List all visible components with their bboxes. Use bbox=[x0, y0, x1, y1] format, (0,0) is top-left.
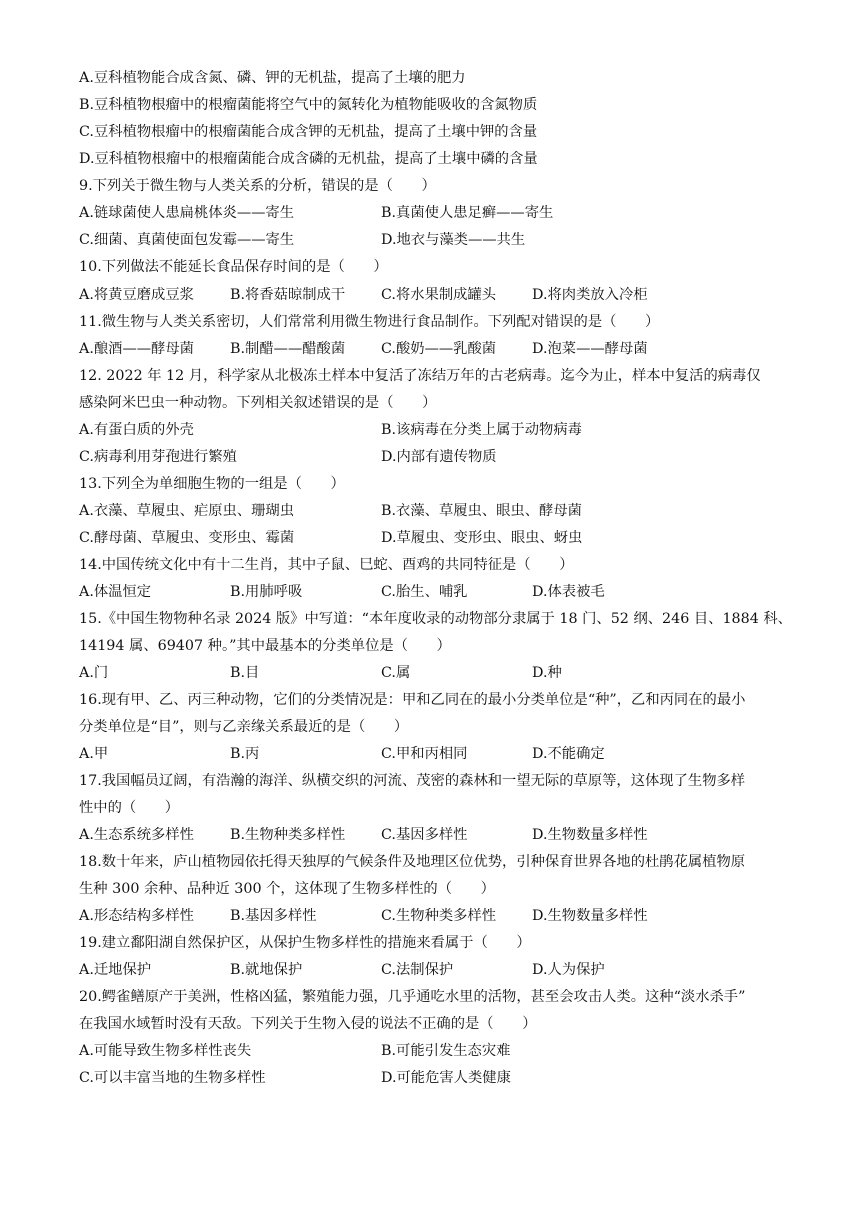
q11-option-d: D.泡菜——酵母菌 bbox=[532, 341, 648, 357]
q17-option-a: A.生态系统多样性 bbox=[79, 827, 194, 843]
q16-option-a: A.甲 bbox=[79, 746, 109, 762]
q8-option-a: A.豆科植物能合成含氮、磷、钾的无机盐，提高了土壤的肥力 bbox=[79, 70, 466, 86]
q14-option-d: D.体表被毛 bbox=[532, 584, 605, 600]
q13-option-b: B.衣藻、草履虫、眼虫、酵母菌 bbox=[381, 503, 582, 519]
q15-stem-line2: 14194 属、69407 种。”其中最基本的分类单位是（ ） bbox=[79, 638, 451, 654]
q18-stem-line2: 生种 300 余种、品种近 300 个，这体现了生物多样性的（ ） bbox=[79, 881, 495, 897]
q9-option-b: B.真菌使人患足癣——寄生 bbox=[381, 205, 554, 221]
q12-stem-line1: 12. 2022 年 12 月，科学家从北极冻土样本中复活了冻结万年的古老病毒。迄今为止，样本中复活的病毒仅 bbox=[79, 368, 761, 384]
q12-option-b: B.该病毒在分类上属于动物病毒 bbox=[381, 422, 582, 438]
q19-option-a: A.迁地保护 bbox=[79, 962, 152, 978]
q18-option-d: D.生物数量多样性 bbox=[532, 908, 648, 924]
q17-stem-line2: 性中的（ ） bbox=[79, 800, 180, 816]
q20-stem-line1: 20.鳄雀鳝原产于美洲，性格凶猛，繁殖能力强，几乎通吃水里的活物，甚至会攻击人类。这种“淡水杀手” bbox=[79, 989, 746, 1005]
q15-option-c: C.属 bbox=[381, 665, 411, 681]
q9-stem: 9.下列关于微生物与人类关系的分析，错误的是（ ） bbox=[79, 178, 436, 194]
q20-stem-line2: 在我国水域暂时没有天敌。下列关于生物入侵的说法不正确的是（ ） bbox=[79, 1016, 537, 1032]
q8-option-d: D.豆科植物根瘤中的根瘤菌能合成含磷的无机盐，提高了土壤中磷的含量 bbox=[79, 151, 538, 167]
q15-option-a: A.门 bbox=[79, 665, 109, 681]
q15-stem-line1: 15.《中国生物物种名录 2024 版》中写道：“本年度收录的动物部分隶属于 18 门、52 纲、246 目、1884 科、 bbox=[79, 611, 792, 627]
q17-option-c: C.基因多样性 bbox=[381, 827, 468, 843]
q19-stem: 19.建立鄱阳湖自然保护区，从保护生物多样性的措施来看属于（ ） bbox=[79, 935, 531, 951]
q10-option-d: D.将肉类放入冷柜 bbox=[532, 287, 648, 303]
q20-option-d: D.可能危害人类健康 bbox=[381, 1070, 511, 1086]
q16-option-c: C.甲和丙相同 bbox=[381, 746, 468, 762]
q8-option-b: B.豆科植物根瘤中的根瘤菌能将空气中的氮转化为植物能吸收的含氮物质 bbox=[79, 97, 538, 113]
q11-option-b: B.制醋——醋酸菌 bbox=[230, 341, 346, 357]
q14-option-c: C.胎生、哺乳 bbox=[381, 584, 468, 600]
q12-option-d: D.内部有遗传物质 bbox=[381, 449, 497, 465]
q10-option-b: B.将香菇晾制成干 bbox=[230, 287, 346, 303]
q18-option-a: A.形态结构多样性 bbox=[79, 908, 194, 924]
q12-option-a: A.有蛋白质的外壳 bbox=[79, 422, 194, 438]
q13-option-c: C.酵母菌、草履虫、变形虫、霉菌 bbox=[79, 530, 295, 546]
q17-option-b: B.生物种类多样性 bbox=[230, 827, 346, 843]
q16-option-d: D.不能确定 bbox=[532, 746, 605, 762]
q20-option-a: A.可能导致生物多样性丧失 bbox=[79, 1043, 252, 1059]
q20-option-c: C.可以丰富当地的生物多样性 bbox=[79, 1070, 266, 1086]
q10-stem: 10.下列做法不能延长食品保存时间的是（ ） bbox=[79, 259, 388, 275]
q12-stem-line2: 感染阿米巴虫一种动物。下列相关叙述错误的是（ ） bbox=[79, 395, 437, 411]
q17-stem-line1: 17.我国幅员辽阔，有浩瀚的海洋、纵横交织的河流、茂密的森林和一望无际的草原等，这体现了生物多样 bbox=[79, 773, 746, 789]
q15-option-d: D.种 bbox=[532, 665, 562, 681]
q16-stem-line1: 16.现有甲、乙、丙三种动物，它们的分类情况是：甲和乙同在的最小分类单位是“种”，乙和丙同在的最小 bbox=[79, 692, 746, 708]
q20-option-b: B.可能引发生态灾难 bbox=[381, 1043, 511, 1059]
q10-option-a: A.将黄豆磨成豆浆 bbox=[79, 287, 194, 303]
q18-stem-line1: 18.数十年来，庐山植物园依托得天独厚的气候条件及地理区位优势，引种保育世界各地的杜鹃花属植物原 bbox=[79, 854, 746, 870]
q10-option-c: C.将水果制成罐头 bbox=[381, 287, 497, 303]
q14-option-b: B.用肺呼吸 bbox=[230, 584, 303, 600]
q13-option-a: A.衣藻、草履虫、疟原虫、珊瑚虫 bbox=[79, 503, 295, 519]
q11-stem: 11.微生物与人类关系密切，人们常常利用微生物进行食品制作。下列配对错误的是（ ） bbox=[79, 314, 660, 330]
q16-option-b: B.丙 bbox=[230, 746, 260, 762]
q9-option-d: D.地衣与藻类——共生 bbox=[381, 232, 526, 248]
q16-stem-line2: 分类单位是“目”，则与乙亲缘关系最近的是（ ） bbox=[79, 719, 409, 735]
q19-option-d: D.人为保护 bbox=[532, 962, 605, 978]
q9-option-a: A.链球菌使人患扁桃体炎——寄生 bbox=[79, 205, 295, 221]
q17-option-d: D.生物数量多样性 bbox=[532, 827, 648, 843]
q13-stem: 13.下列全为单细胞生物的一组是（ ） bbox=[79, 476, 345, 492]
q12-option-c: C.病毒利用芽孢进行繁殖 bbox=[79, 449, 237, 465]
q14-stem: 14.中国传统文化中有十二生肖，其中子鼠、巳蛇、酉鸡的共同特征是（ ） bbox=[79, 557, 574, 573]
q19-option-b: B.就地保护 bbox=[230, 962, 303, 978]
q18-option-b: B.基因多样性 bbox=[230, 908, 317, 924]
q11-option-a: A.酿酒——酵母菌 bbox=[79, 341, 194, 357]
q8-option-c: C.豆科植物根瘤中的根瘤菌能合成含钾的无机盐，提高了土壤中钾的含量 bbox=[79, 124, 538, 140]
q15-option-b: B.目 bbox=[230, 665, 260, 681]
q13-option-d: D.草履虫、变形虫、眼虫、蚜虫 bbox=[381, 530, 583, 546]
q18-option-c: C.生物种类多样性 bbox=[381, 908, 497, 924]
q19-option-c: C.法制保护 bbox=[381, 962, 454, 978]
q11-option-c: C.酸奶——乳酸菌 bbox=[381, 341, 497, 357]
q9-option-c: C.细菌、真菌使面包发霉——寄生 bbox=[79, 232, 295, 248]
q14-option-a: A.体温恒定 bbox=[79, 584, 152, 600]
